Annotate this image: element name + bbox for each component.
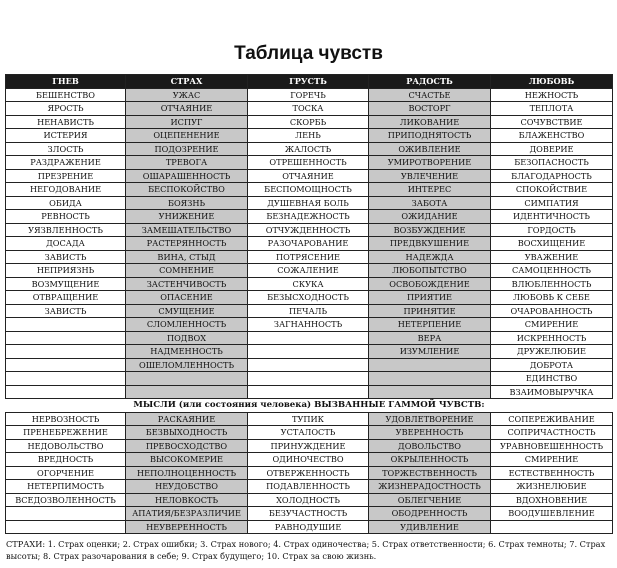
table-cell: УВАЖЕНИЕ xyxy=(491,250,613,264)
table-row xyxy=(6,480,613,494)
subheader: МЫСЛИ (или состояния человека) ВЫЗВАННЫЕ ГАММОЙ ЧУВСТВ: xyxy=(6,399,613,413)
table-row xyxy=(6,304,613,318)
feelings-table xyxy=(5,74,613,534)
table-cell xyxy=(369,385,491,399)
table-cell: ОШЕЛОМЛЕННОСТЬ xyxy=(126,358,248,372)
table-cell: СЛОМЛЕННОСТЬ xyxy=(126,318,248,332)
table-cell: ОЖИДАНИЕ xyxy=(369,210,491,224)
table-cell: БЕЗНАДЕЖНОСТЬ xyxy=(248,210,369,224)
table-cell: ПРЕНЕБРЕЖЕНИЕ xyxy=(6,426,126,440)
table-row xyxy=(6,102,613,116)
table-row xyxy=(6,345,613,359)
table-cell: ЖИЗНЕЛЮБИЕ xyxy=(491,480,613,494)
table-row xyxy=(6,358,613,372)
table-cell: ТУПИК xyxy=(248,412,369,426)
table-cell xyxy=(369,358,491,372)
table-cell: БЕСПОКОЙСТВО xyxy=(126,183,248,197)
table-cell: УВЕРЕННОСТЬ xyxy=(369,426,491,440)
table-row xyxy=(6,412,613,426)
table-cell: ПРИЯТИЕ xyxy=(369,291,491,305)
table-cell: ИНТЕРЕС xyxy=(369,183,491,197)
table-cell: СКУКА xyxy=(248,277,369,291)
table-cell: ВДОХНОВЕНИЕ xyxy=(491,493,613,507)
table-row xyxy=(6,88,613,102)
table-cell xyxy=(6,345,126,359)
table-cell: СИМПАТИЯ xyxy=(491,196,613,210)
table-cell: ЯРОСТЬ xyxy=(6,102,126,116)
table-cell: ОДИНОЧЕСТВО xyxy=(248,453,369,467)
table-cell: НЕДОВОЛЬСТВО xyxy=(6,439,126,453)
table-cell: ПОДОЗРЕНИЕ xyxy=(126,142,248,156)
table-cell: БЛАГОДАРНОСТЬ xyxy=(491,169,613,183)
table-row xyxy=(6,318,613,332)
table-cell: УРАВНОВЕШЕННОСТЬ xyxy=(491,439,613,453)
table-row xyxy=(6,210,613,224)
table-cell: РАЗОЧАРОВАНИЕ xyxy=(248,237,369,251)
table-cell: БЕСПОМОЩНОСТЬ xyxy=(248,183,369,197)
table-cell: ВЗАИМОВЫРУЧКА xyxy=(491,385,613,399)
table-cell: ДОВОЛЬСТВО xyxy=(369,439,491,453)
table-cell xyxy=(6,331,126,345)
table-row xyxy=(6,129,613,143)
table-cell: АПАТИЯ/БЕЗРАЗЛИЧИЕ xyxy=(126,507,248,521)
table-row xyxy=(6,507,613,521)
table-cell: НЕУВЕРЕННОСТЬ xyxy=(126,520,248,534)
table-cell: ПРИНЯТИЕ xyxy=(369,304,491,318)
table-cell: ДОВЕРИЕ xyxy=(491,142,613,156)
table-cell: ОКРЫЛЕННОСТЬ xyxy=(369,453,491,467)
table-row xyxy=(6,277,613,291)
header-row xyxy=(6,75,613,89)
table-cell xyxy=(6,520,126,534)
table-cell: СОЖАЛЕНИЕ xyxy=(248,264,369,278)
table-cell: БЕЗОПАСНОСТЬ xyxy=(491,156,613,170)
table-cell xyxy=(126,372,248,386)
table-cell: ИСПУГ xyxy=(126,115,248,129)
table-cell: БЕШЕНСТВО xyxy=(6,88,126,102)
table-cell: СОПРИЧАСТНОСТЬ xyxy=(491,426,613,440)
table-cell xyxy=(248,358,369,372)
table-cell: ЗАВИСТЬ xyxy=(6,250,126,264)
table-row xyxy=(6,372,613,386)
table-cell: ОШАРАШЕННОСТЬ xyxy=(126,169,248,183)
table-cell: ИСТЕРИЯ xyxy=(6,129,126,143)
table-cell: ТЕПЛОТА xyxy=(491,102,613,116)
table-cell: УДИВЛЕНИЕ xyxy=(369,520,491,534)
page-title: Таблица чувств xyxy=(234,43,383,64)
table-cell: ЖИЗНЕРАДОСТНОСТЬ xyxy=(369,480,491,494)
table-cell: ОЧАРОВАННОСТЬ xyxy=(491,304,613,318)
table-cell: НЕЖНОСТЬ xyxy=(491,88,613,102)
table-cell: ЗАСТЕНЧИВОСТЬ xyxy=(126,277,248,291)
table-cell xyxy=(248,331,369,345)
table-cell: ОПАСЕНИЕ xyxy=(126,291,248,305)
table-row xyxy=(6,493,613,507)
table-cell: ОГОРЧЕНИЕ xyxy=(6,466,126,480)
table-cell: УЯЗВЛЕННОСТЬ xyxy=(6,223,126,237)
table-cell: РАВНОДУШИЕ xyxy=(248,520,369,534)
table-cell: ВООДУШЕВЛЕНИЕ xyxy=(491,507,613,521)
header-love: ЛЮБОВЬ xyxy=(491,75,613,89)
table-cell: НЕТЕРПИМОСТЬ xyxy=(6,480,126,494)
table-cell xyxy=(6,318,126,332)
table-row xyxy=(6,426,613,440)
table-row xyxy=(6,520,613,534)
table-cell: ОТВЕРЖЕННОСТЬ xyxy=(248,466,369,480)
table-cell: ЛЮБОВЬ К СЕБЕ xyxy=(491,291,613,305)
table-cell: ЗАВИСТЬ xyxy=(6,304,126,318)
table-cell: ПРЕДВКУШЕНИЕ xyxy=(369,237,491,251)
table-cell: ГОРДОСТЬ xyxy=(491,223,613,237)
table-cell: УМИРОТВОРЕНИЕ xyxy=(369,156,491,170)
table-cell: СЧАСТЬЕ xyxy=(369,88,491,102)
table-cell: ОТВРАЩЕНИЕ xyxy=(6,291,126,305)
table-cell: ВРЕДНОСТЬ xyxy=(6,453,126,467)
table-row xyxy=(6,439,613,453)
table-cell: РЕВНОСТЬ xyxy=(6,210,126,224)
table-cell: СОПЕРЕЖИВАНИЕ xyxy=(491,412,613,426)
table-cell: ЕСТЕСТВЕННОСТЬ xyxy=(491,466,613,480)
table-cell: НЕПРИЯЗНЬ xyxy=(6,264,126,278)
table-cell xyxy=(6,358,126,372)
table-cell xyxy=(248,372,369,386)
table-cell: СМИРЕНИЕ xyxy=(491,453,613,467)
table-cell: НЕУДОБСТВО xyxy=(126,480,248,494)
table-cell: ПЕЧАЛЬ xyxy=(248,304,369,318)
table-cell: ЛИКОВАНИЕ xyxy=(369,115,491,129)
table-cell: ПРИПОДНЯТОСТЬ xyxy=(369,129,491,143)
table-cell: ВЛЮБЛЕННОСТЬ xyxy=(491,277,613,291)
table-cell: РАСКАЯНИЕ xyxy=(126,412,248,426)
table-cell: ОБИДА xyxy=(6,196,126,210)
table-cell: ДРУЖЕЛЮБИЕ xyxy=(491,345,613,359)
table-cell: ЛЕНЬ xyxy=(248,129,369,143)
header-fear: СТРАХ xyxy=(126,75,248,89)
table-cell xyxy=(6,507,126,521)
table-row xyxy=(6,453,613,467)
table-cell: ОБОДРЕННОСТЬ xyxy=(369,507,491,521)
table-row xyxy=(6,169,613,183)
table-cell: ОЖИВЛЕНИЕ xyxy=(369,142,491,156)
table-cell: ПРЕВОСХОДСТВО xyxy=(126,439,248,453)
table-cell: ОТЧАЯНИЕ xyxy=(126,102,248,116)
table-cell xyxy=(126,385,248,399)
table-cell: УДОВЛЕТВОРЕНИЕ xyxy=(369,412,491,426)
table-cell: ДОБРОТА xyxy=(491,358,613,372)
table-cell: ЗЛОСТЬ xyxy=(6,142,126,156)
table-cell: САМОЦЕННОСТЬ xyxy=(491,264,613,278)
table-row xyxy=(6,183,613,197)
table-cell: НАДЕЖДА xyxy=(369,250,491,264)
table-row xyxy=(6,264,613,278)
table-cell: УЖАС xyxy=(126,88,248,102)
table-cell: ТОРЖЕСТВЕННОСТЬ xyxy=(369,466,491,480)
table-cell: БЛАЖЕНСТВО xyxy=(491,129,613,143)
table-row xyxy=(6,250,613,264)
table-cell: СМИРЕНИЕ xyxy=(491,318,613,332)
table-cell: ОТЧАЯНИЕ xyxy=(248,169,369,183)
table-cell: ИЗУМЛЕНИЕ xyxy=(369,345,491,359)
table-cell: ЖАЛОСТЬ xyxy=(248,142,369,156)
table-cell: ОТРЕШЕННОСТЬ xyxy=(248,156,369,170)
table-cell: ВЫСОКОМЕРИЕ xyxy=(126,453,248,467)
table-cell: БОЯЗНЬ xyxy=(126,196,248,210)
table-cell: НАДМЕННОСТЬ xyxy=(126,345,248,359)
table-cell: НЕТЕРПЕНИЕ xyxy=(369,318,491,332)
table-cell: ЗАМЕШАТЕЛЬСТВО xyxy=(126,223,248,237)
table-cell: НЕГОДОВАНИЕ xyxy=(6,183,126,197)
table-cell: ПОДВОХ xyxy=(126,331,248,345)
table-row xyxy=(6,115,613,129)
table-cell: УВЛЕЧЕНИЕ xyxy=(369,169,491,183)
table-cell: ЕДИНСТВО xyxy=(491,372,613,386)
table-cell: ВЕРА xyxy=(369,331,491,345)
table-cell: ДУШЕВНАЯ БОЛЬ xyxy=(248,196,369,210)
table-cell: ИСКРЕННОСТЬ xyxy=(491,331,613,345)
table-cell: НЕРВОЗНОСТЬ xyxy=(6,412,126,426)
subheader-row xyxy=(6,399,613,413)
table-cell: ВОЗБУЖДЕНИЕ xyxy=(369,223,491,237)
table-cell: БЕЗЫСХОДНОСТЬ xyxy=(248,291,369,305)
table-row xyxy=(6,196,613,210)
table-cell: СПОКОЙСТВИЕ xyxy=(491,183,613,197)
table-cell xyxy=(248,345,369,359)
table-cell: ЗАБОТА xyxy=(369,196,491,210)
table-cell: ХОЛОДНОСТЬ xyxy=(248,493,369,507)
table-row xyxy=(6,142,613,156)
table-cell: ЛЮБОПЫТСТВО xyxy=(369,264,491,278)
table-cell: УНИЖЕНИЕ xyxy=(126,210,248,224)
table-cell: ЗАГНАННОСТЬ xyxy=(248,318,369,332)
table-cell: ГОРЕЧЬ xyxy=(248,88,369,102)
table-cell: ВОСТОРГ xyxy=(369,102,491,116)
table-cell: ИДЕНТИЧНОСТЬ xyxy=(491,210,613,224)
fears-footnote: СТРАХИ: 1. Страх оценки; 2. Страх ошибки; 3. Страх нового; 4. Страх одиночества; 5. Страх ответственности; 6. Страх темноты; 7. Страх высоты; 8. Страх разочарования в себе; 9. Страх будущего; 10. Страх за свою жизнь. xyxy=(6,539,606,561)
table-cell: ТРЕВОГА xyxy=(126,156,248,170)
table-cell: НЕПОЛНОЦЕННОСТЬ xyxy=(126,466,248,480)
table-row xyxy=(6,331,613,345)
table-cell: ДОСАДА xyxy=(6,237,126,251)
table-cell: РАЗДРАЖЕНИЕ xyxy=(6,156,126,170)
table-cell: ВОЗМУЩЕНИЕ xyxy=(6,277,126,291)
table-row xyxy=(6,237,613,251)
table-cell: НЕНАВИСТЬ xyxy=(6,115,126,129)
header-joy: РАДОСТЬ xyxy=(369,75,491,89)
table-cell xyxy=(248,385,369,399)
table-cell: ПРЕЗРЕНИЕ xyxy=(6,169,126,183)
table-cell: СКОРБЬ xyxy=(248,115,369,129)
table-cell: ТОСКА xyxy=(248,102,369,116)
table-cell: ОБЛЕГЧЕНИЕ xyxy=(369,493,491,507)
table-cell: ПРИНУЖДЕНИЕ xyxy=(248,439,369,453)
table-cell: ВОСХИЩЕНИЕ xyxy=(491,237,613,251)
table-cell: ВИНА, СТЫД xyxy=(126,250,248,264)
table-cell xyxy=(369,372,491,386)
table-cell: СОМНЕНИЕ xyxy=(126,264,248,278)
table-cell: БЕЗВЫХОДНОСТЬ xyxy=(126,426,248,440)
table-row xyxy=(6,385,613,399)
table-cell: СМУЩЕНИЕ xyxy=(126,304,248,318)
header-sadness: ГРУСТЬ xyxy=(248,75,369,89)
table-cell: ОЦЕПЕНЕНИЕ xyxy=(126,129,248,143)
table-cell xyxy=(491,520,613,534)
table-cell: ПОДАВЛЕННОСТЬ xyxy=(248,480,369,494)
table-cell: ВСЕДОЗВОЛЕННОСТЬ xyxy=(6,493,126,507)
table-cell: БЕЗУЧАСТНОСТЬ xyxy=(248,507,369,521)
table-row xyxy=(6,466,613,480)
table-cell: РАСТЕРЯННОСТЬ xyxy=(126,237,248,251)
table-cell: ПОТРЯСЕНИЕ xyxy=(248,250,369,264)
table-cell: УСТАЛОСТЬ xyxy=(248,426,369,440)
table-row xyxy=(6,156,613,170)
table-cell: СОЧУВСТВИЕ xyxy=(491,115,613,129)
table-row xyxy=(6,223,613,237)
table-cell: ОТЧУЖДЕННОСТЬ xyxy=(248,223,369,237)
table-cell xyxy=(6,385,126,399)
table-cell: ОСВОБОЖДЕНИЕ xyxy=(369,277,491,291)
table-cell xyxy=(6,372,126,386)
header-anger: ГНЕВ xyxy=(6,75,126,89)
table-row xyxy=(6,291,613,305)
table-cell: НЕЛОВКОСТЬ xyxy=(126,493,248,507)
